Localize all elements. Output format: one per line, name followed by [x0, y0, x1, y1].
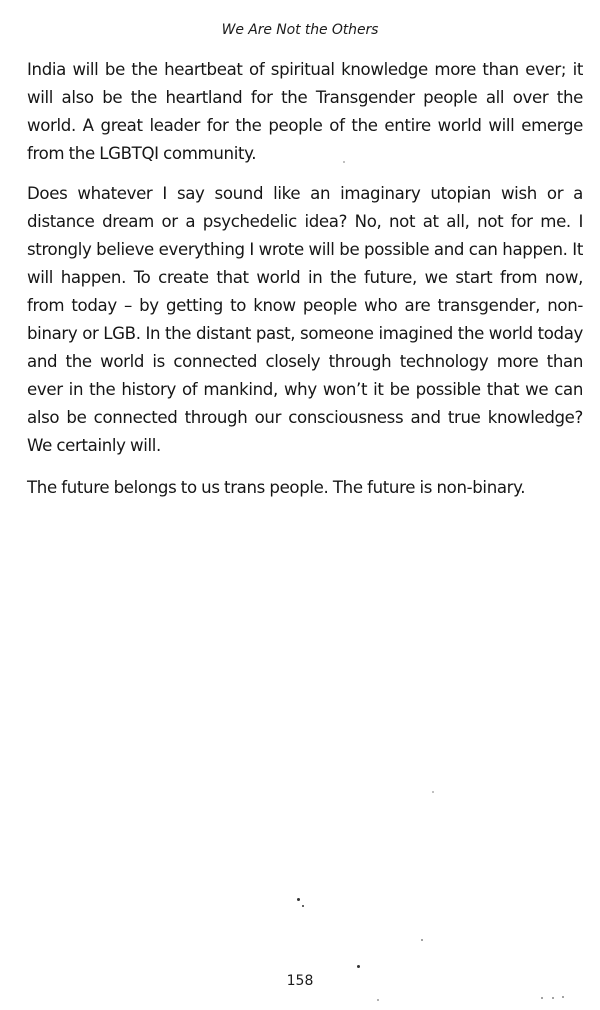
- scan-speck: [343, 161, 345, 163]
- paragraph-1: India will be the heartbeat of spiritual knowledge more than ever; it will also be the heartland for the Transgender people all over the world. A great leader for the people of the entire world will emerge from the LGBTQI community.: [27, 60, 583, 163]
- scan-speck: [357, 965, 360, 968]
- scan-speck: [562, 996, 564, 998]
- scan-speck: [421, 939, 423, 941]
- paragraph-2: Does whatever I say sound like an imaginary utopian wish or a distance dream or a psychedelic idea? No, not at all, not for me. I strongly believe everything I wrote will be possible and can happen. It will happen. To create that world in the future, we start from now, from today – by getting to know people who are transgender, non-binary or LGB. In the distant past, someone imagined the world today and the world is connected closely through technology more than ever in the history of mankind, why won’t it be possible that we can also be connected through our consciousness and true knowledge? We certainly will.: [27, 184, 583, 455]
- body-text: [27, 56, 583, 514]
- running-header: We Are Not the Others: [221, 22, 379, 38]
- paragraph-3: The future belongs to us trans people. The future is non-binary.: [27, 478, 526, 497]
- scan-speck: [297, 898, 300, 901]
- scan-speck: [432, 791, 434, 793]
- scan-speck: [541, 997, 543, 999]
- page-number: 158: [286, 973, 314, 989]
- scan-speck: [552, 997, 554, 999]
- scan-speck: [377, 999, 379, 1001]
- scan-speck: [302, 905, 304, 907]
